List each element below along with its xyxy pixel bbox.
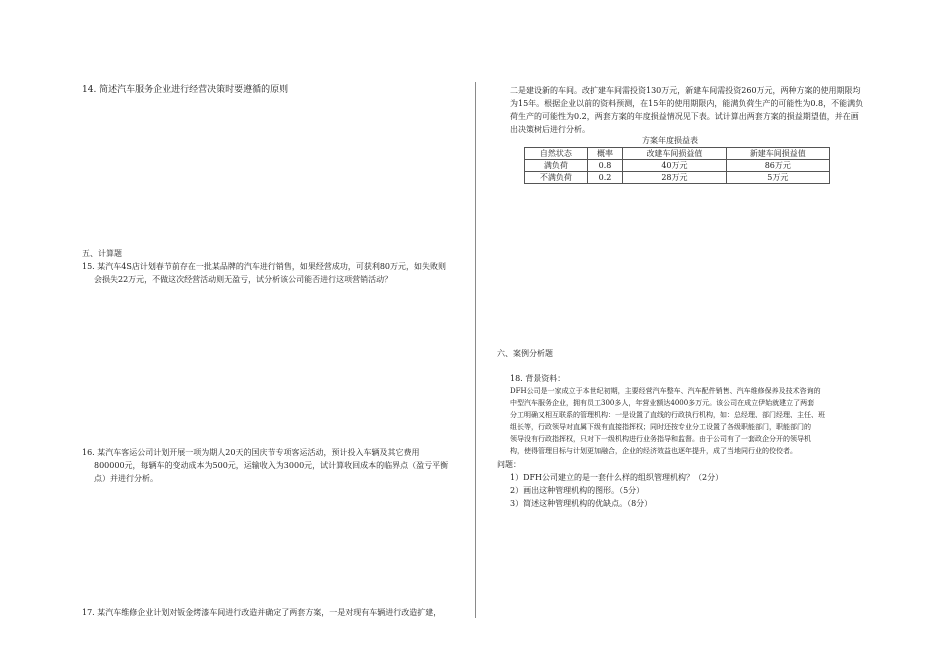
question-15-line-1: 15. 某汽车4S店计划春节前存在一批某品牌的汽车进行销售，如果经营成功，可获利80万元，如失败则	[82, 262, 447, 271]
table-row	[525, 160, 830, 172]
table-cell: 86万元	[726, 160, 829, 172]
question-16-line-3: 点）并进行分析。	[94, 474, 158, 483]
profit-table	[524, 147, 830, 184]
case-text-line-3: 分工明确又相互联系的管理机构：一是设置了直线的行政执行机构，如：总经理、部门经理、主任、班	[510, 411, 825, 419]
table-cell: 0.8	[587, 160, 623, 172]
question-17-line-3: 为15年。根据企业以前的资料预测，在15年的使用期限内，能满负荷生产的可能性为0.8，不能满负	[510, 99, 864, 108]
question-18-header: 18. 背景资料：	[510, 374, 566, 383]
section-5-title: 五、计算题	[82, 249, 122, 258]
case-text-line-6: 构，使得管理目标与计划更加融合，企业的经济效益也逐年提升，成了当地同行业的佼佼者。	[510, 447, 797, 455]
table-caption: 方案年度损益表	[642, 136, 698, 145]
case-question-1: 1）DFH公司建立的是一套什么样的组织管理机构？（2分）	[510, 473, 724, 482]
question-14: 14. 简述汽车服务企业进行经营决策时要遵循的原则	[82, 85, 289, 95]
questions-title: 问题：	[497, 460, 521, 469]
question-17-line-4: 荷生产的可能性为0.2，两套方案的年度损益情况见下表。试计算出两套方案的损益期望值，并在画	[510, 112, 859, 121]
table-cell: 40万元	[623, 160, 726, 172]
case-text-line-4: 组长等，行政领导对直属下级有直接指挥权；同时还按专业分工设置了各级职能部门，职能部门的	[510, 423, 811, 431]
question-17-line-2: 二是建设新的车间。改扩建车间需投资130万元，新建车间需投资260万元，两种方案的使用期限均	[510, 86, 861, 95]
table-header: 概率	[587, 148, 623, 160]
question-16-line-1: 16. 某汽车客运公司计划开展一项为期人20天的国庆节专项客运活动，预计投入车辆及其它费用	[82, 448, 420, 457]
case-text-line-5: 领导没有行政指挥权，只对下一级机构进行业务指导和监督。由于公司有了一套政企分开的领导机	[510, 435, 811, 443]
table-cell: 不满负荷	[525, 172, 588, 184]
table-cell: 0.2	[587, 172, 623, 184]
case-question-3: 3）简述这种管理机构的优缺点。（8分）	[510, 499, 653, 508]
table-cell: 满负荷	[525, 160, 588, 172]
case-text-line-2: 中型汽车服务企业，拥有员工300多人，年营业额达4000多万元。该公司在成立伊始就建立了两套	[510, 399, 815, 407]
case-question-2: 2）画出这种管理机构的图形。（5分）	[510, 486, 645, 495]
table-header: 改建车间损益值	[623, 148, 726, 160]
table-cell: 5万元	[726, 172, 829, 184]
table-header: 自然状态	[525, 148, 588, 160]
column-divider	[475, 82, 476, 618]
question-17-line-1: 17. 某汽车维修企业计划对钣金烤漆车间进行改造并确定了两套方案，一是对现有车辆进行改造扩建，	[82, 608, 442, 617]
table-row	[525, 172, 830, 184]
question-16-line-2: 800000元，每辆车的变动成本为500元，运输收入为3000元，试计算收回成本的临界点（盈亏平衡	[94, 461, 449, 470]
section-6-title: 六、案例分析题	[497, 349, 553, 358]
table-header: 新建车间损益值	[726, 148, 829, 160]
question-17-line-5: 出决策树后进行分析。	[510, 125, 590, 134]
question-15-line-2: 会损失22万元，不做这次经营活动则无盈亏，试分析该公司能否进行这项营销活动？	[94, 275, 393, 284]
table-header-row	[525, 148, 830, 160]
case-text-line-1: DFH公司是一家成立于本世纪初期，主要经营汽车整车、汽车配件销售、汽车维修保养及技术咨询的	[510, 387, 821, 395]
table-cell: 28万元	[623, 172, 726, 184]
